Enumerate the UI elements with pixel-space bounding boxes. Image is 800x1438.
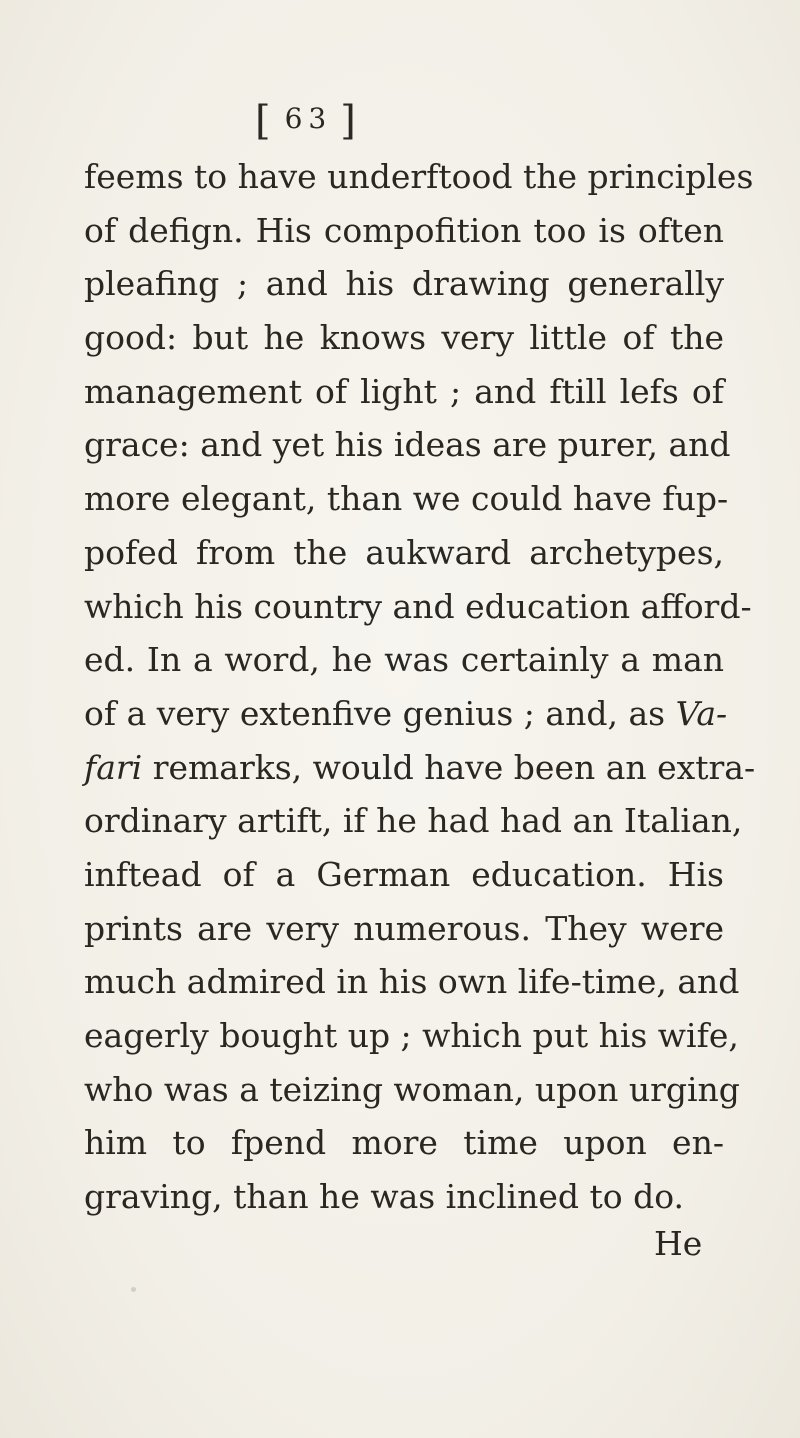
text-line: of a very extenfive genius ; and, as Va- [84,693,728,733]
text-line: feems to have underftood the principles [84,157,754,196]
text-line: pleafing ; and his drawing generally [84,264,724,304]
text-line: eagerly bought up ; which put his wife, [84,1016,739,1055]
open-bracket: [ [255,98,277,144]
text-line: prints are very numerous. They were [84,908,724,948]
text-line: inftead of a German education. His [84,854,724,894]
catchword: He [654,1224,703,1263]
text-line: fari remarks, would have been an extra- [84,747,756,787]
text-line: more elegant, than we could have fup- [84,479,729,519]
text-line: much admired in his own life-time, and [84,962,740,1002]
text-line: who was a teizing woman, upon urging [84,1069,740,1109]
text-line: graving, than he was inclined to do. [84,1177,684,1217]
body-text [84,150,756,1224]
text-line: of defign. His compofition too is often [84,210,724,250]
text-line: ordinary artift, if he had had an Italian, [84,801,743,841]
text-line: him to fpend more time upon en- [84,1123,724,1163]
text-line: good: but he knows very little of the [84,318,724,358]
close-bracket: ] [340,98,362,144]
text-line: grace: and yet his ideas are purer, and [84,425,731,465]
text-line: pofed from the aukward archetypes, [84,532,724,572]
page-header [255,98,362,144]
paper-speck [131,1287,136,1292]
text-line: management of light ; and ftill lefs of [84,371,724,411]
text-line: which his country and education afford- [84,586,752,626]
page-number: 63 [284,102,333,135]
text-line: ed. In a word, he was certainly a man [84,640,724,680]
